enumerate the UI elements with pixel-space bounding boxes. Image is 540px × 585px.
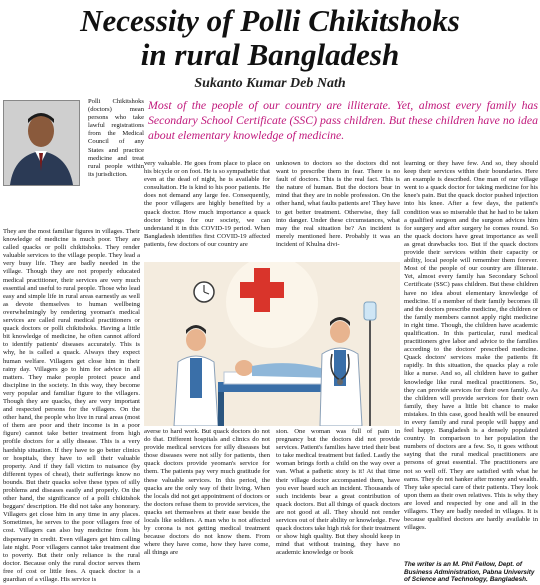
column-3-bottom: sion. One woman was full of pain in pregnancy but the doctors did not provide services. Patient's families have tried their best to take medical treatment but failed. Lastly the woman brings forth a child on the way over a van. What a pathetic story is it! At that time their village doctor accompanied them, have you ever heard such an incident. Thousands of such incidents bear a great contribution of quack doctors. But all things of quack doctors are not good at all. They should not render services out of their ability or knowledge. Few quack doctors take high risk for their treatment or show high quality. But they should keep in mind that without training, they have no academic knowledge or book <box>276 428 400 557</box>
author-note: The writer is an M. Phil Fellow, Dept. of Business Administration, Pabna University of Science and Technology, Bangladesh. <box>404 561 535 584</box>
column-2-bottom: averse to hard work. But quack doctors do not do that. Different hospitals and clinics do not provide medical services for silly diseases but those diseases were not silly for patients, then quack doctors provide yeoman's service for them. The patients pay very much gratitude for these valuable services. In this period, the quacks are the only way of their living. When the locals did not get appointment of doctors or the doctors refuse them to provide services, the quacks set themselves at their ease beside the locals like soldiers. A man who is not affected by corona is not getting medical treatment because doctors do not know them. From where they have come, how they have come, all things are <box>144 428 270 557</box>
author-photo <box>3 100 80 186</box>
column-1 <box>3 228 140 584</box>
headline-line-1: Necessity of Polli Chikitshoks <box>80 3 460 38</box>
pull-quote: Most of the people of our country are illiterate. Yet, almost every family has Secondary School Certificate (SSC) pass children. But these children have no idea about elementary knowledge of medicine. <box>148 98 538 142</box>
column-4: learning or they have few. And so, they should keep their services within their boundaries. Here an example is described. One man of our village went to a quack doctor for taking medicine for his knee's pain. But the quack doctor pushed injection into his knee. After a few days, the patient's condition was so miserable that he had to be taken a qualified surgeon and the surgeon advices him for surgery and after surgery he comes round. So the quack doctors have great importance as well as great drawbacks too. But if the quack doctors provide their services within their capacity or ability, local people will remember them forever. Most of the people of our country are illiterate. Yet, almost every family has Secondary School Certificate (SSC) pass children. But these children have no idea about elementary knowledge of medicine. If a member of their family becomes ill and the doctors prescribe medicine, the children or the family members cannot apply right medicine in right time. Though, the children have academic qualification. In this particular, rural medical practitioners give labor and advice to the families according to the doctors' prescribed medicine. Quack doctors' services make the patients fit rapidly. In this situation, the quacks play a role like a nurse. And so, all children have to gather knowledge like rural medical practitioners. So, they can provide services for their own family. As the children will provide services for their own family, they have a little bit chance to make mistakes. In this case, good health will be ensured in every family and rural people will happy and feel happy. Bangladesh is a densely populated country. In comparison to her population the numbers of doctors are a few. So, it goes without saying that the rural medical practitioners are persons of great essential. The practitioners are not so well off. They are satisfied with what he earns. They do not hanker after money and wealth. They take special care of their patients. They look upon them as their own relatives. This is why they are loved and respected by one and all in the villagers. They are badly needed in villages. It is because qualified doctors are hardly available in villages. <box>404 160 538 532</box>
column-2-top: very valuable. He goes from place to place on his bicycle or on foot. He is so sympathetic that even at the dead of night, he is available for consultation. He is kind to his poor patients. He does not demand any large fee. Consequently, the poor villagers are highly benefited by a quack doctor. How much importance a quack doctor brings for our society, we can understand it in this COVID-19 period. When Bangladesh identifies first COVID-19 affected patients, few doctors of our country are <box>144 160 270 248</box>
intro-text: Polli Chikitshoks (doctors) mean persons who take lawful registrations from the Medical Council of any States and practice medicine and treat rural people within its jurisdiction. <box>88 98 144 178</box>
doctor-illustration <box>144 262 400 426</box>
column-1-text: They are the most familiar figures in villages. Their knowledge of medicine is much poor. They are called quacks or polli chikitshoks. They render valuable services to the village people. They lead a very busy life. They are badly needed in the village. Though they are not properly educated medical practitioner, their services are very much essential and useful to rural people. Those who lead easy and simple life in rural areas earnestly as well as devote themselves to human wellbeing overwhelmingly by rendering yeoman's medical services are called rural medical practitioners or quack doctors or polli chikitshoks. Having a little bit knowledge of medicine, he often cannot afford to identify patients' diseases accurately. This is why, he is called a quack. Always they expect human welfare. Villagers get close him in their rainy day. Villagers go to him for advice in all matters. They make people protect peace and discipline in the society. In this way, they become very popular and familiar figure to the villagers. Though they are quacks, they are very important and respected persons for the villagers. On the other hand, the people who live in rural areas (most of them are poor and their income is in a poor figure) cannot take better treatment from high profile doctors for a silly disease. This is a very hardship situation. If they have to go better clinics or hospitals, they have to sell their valuable property. And if they fall victim to nuisance (by different types of cheat), their sufferings know no bounds. But their quacks solve these types of silly problems and diseases easily and properly. On the other hand, the significance of a polli chikitshok beggars' description. He did not take any honorary. Villagers get close him in any time in any places. Sometimes, he serves to the poor villagers free of cost. Villagers can also buy medicine from his dispensary in credit. Even villagers get him calling late night. Poor villagers cannot take treatment due to poverty. But their only reliance is the rural doctor. Because only the rural doctor serves them free of cost or little fees. A quack doctor is a guardian of a village. His service is <box>3 228 140 584</box>
headline <box>0 4 540 72</box>
column-3-top: unknown to doctors so the doctors did not want to prescribe them in fear. There is no fault of doctors. This is the real fact. This is the nature of human. But the doctors bear in mind that they are in noble profession. On the other hand, what faults patients are! They have to get better treatment. Otherwise, they fall into danger. Under these circumstances, what may the real situation be? An incident is merely mentioned here. Probably it was an incident of Khulna divi- <box>276 160 400 248</box>
headline-line-2: in rural Bangladesh <box>140 37 400 72</box>
author-byline: Sukanto Kumar Deb Nath <box>194 76 346 91</box>
